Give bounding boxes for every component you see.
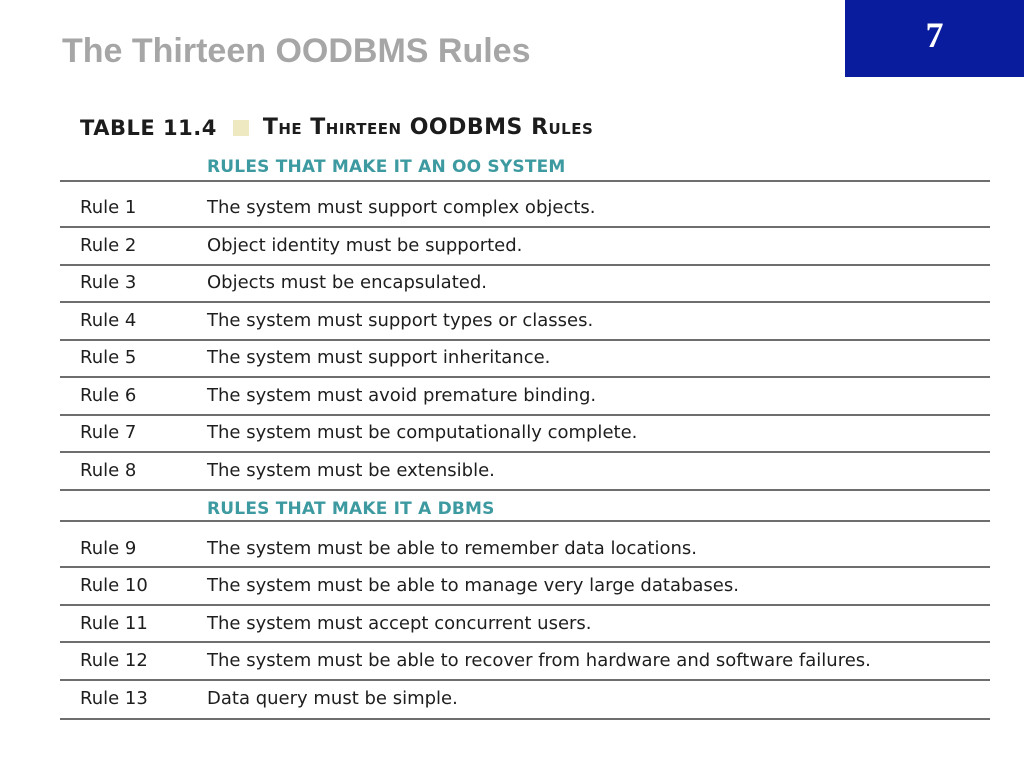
- rule-text: Object identity must be supported.: [207, 235, 523, 256]
- table-row: [60, 566, 990, 603]
- table-row: [60, 413, 990, 450]
- table-divider: [60, 718, 990, 720]
- rule-number: Rule 6: [80, 385, 137, 406]
- table-divider: [60, 180, 990, 182]
- table-row: [60, 641, 990, 678]
- table-row: [60, 376, 990, 413]
- section-heading-dbms: RULES THAT MAKE IT A DBMS: [207, 499, 495, 519]
- rule-text: The system must avoid premature binding.: [207, 385, 597, 406]
- caption-square-icon: [233, 120, 249, 136]
- rule-text: The system must support complex objects.: [207, 197, 596, 218]
- slide-title: The Thirteen OODBMS Rules: [62, 32, 531, 70]
- rule-text: Data query must be simple.: [207, 688, 458, 709]
- rule-number: Rule 1: [80, 197, 137, 218]
- table-row: [60, 604, 990, 641]
- rule-number: Rule 9: [80, 538, 137, 559]
- page-number: 7: [925, 15, 944, 55]
- table-row: [60, 679, 990, 716]
- rule-number: Rule 3: [80, 272, 137, 293]
- table-caption-label: TABLE 11.4: [80, 115, 217, 140]
- rule-number: Rule 11: [80, 613, 148, 634]
- rule-number: Rule 4: [80, 310, 137, 331]
- page-number-box: [845, 0, 1024, 77]
- table-row: [60, 188, 990, 225]
- table-row: [60, 451, 990, 488]
- table-row: [60, 529, 990, 566]
- rule-text: The system must be able to recover from hardware and software failures.: [207, 650, 871, 671]
- rule-number: Rule 2: [80, 235, 137, 256]
- table-caption: [80, 115, 593, 140]
- rule-text: The system must accept concurrent users.: [207, 613, 592, 634]
- table-row: [60, 301, 990, 338]
- rule-number: Rule 5: [80, 347, 137, 368]
- rule-text: The system must be computationally complete.: [207, 422, 638, 443]
- rule-text: The system must support types or classes.: [207, 310, 594, 331]
- rule-number: Rule 13: [80, 688, 148, 709]
- rule-number: Rule 12: [80, 650, 148, 671]
- table-row: [60, 226, 990, 263]
- section-heading-oo-system: RULES THAT MAKE IT AN OO SYSTEM: [207, 157, 566, 177]
- rule-text: The system must be able to manage very large databases.: [207, 575, 739, 596]
- rule-number: Rule 10: [80, 575, 148, 596]
- rule-text: The system must be able to remember data locations.: [207, 538, 697, 559]
- rule-text: The system must support inheritance.: [207, 347, 551, 368]
- table-row: [60, 263, 990, 300]
- rule-text: The system must be extensible.: [207, 460, 495, 481]
- table-row: [60, 338, 990, 375]
- rule-number: Rule 7: [80, 422, 137, 443]
- table-divider: [60, 489, 990, 491]
- table-divider: [60, 520, 990, 522]
- rule-number: Rule 8: [80, 460, 137, 481]
- rule-text: Objects must be encapsulated.: [207, 272, 487, 293]
- table-caption-title: The Thirteen OODBMS Rules: [262, 115, 594, 140]
